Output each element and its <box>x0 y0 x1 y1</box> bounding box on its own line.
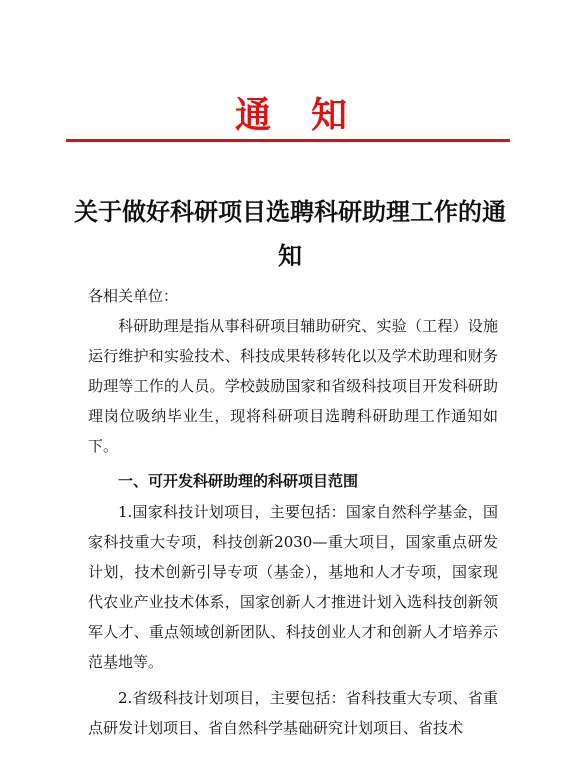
red-divider-line <box>66 139 510 142</box>
section-heading-1: 一、可开发科研助理的科研项目范围 <box>118 472 359 490</box>
list-item-2: 2.省级科技计划项目，主要包括：省科技重大专项、省重点研发计划项目、省自然科学基础研究计划项目、省技术 <box>88 689 498 737</box>
salutation: 各相关单位： <box>88 287 179 305</box>
intro-paragraph: 科研助理是指从事科研项目辅助研究、实验（工程）设施运行维护和实验技术、科技成果转移转化以及学术助理和财务助理等工作的人员。学校鼓励国家和省级科技项目开发科研助理岗位吸纳毕业生，现将科研项目选聘科研助理工作通知如下。 <box>88 317 498 455</box>
list-item-1: 1.国家科技计划项目，主要包括：国家自然科学基金，国家科技重大专项，科技创新2030—重大项目，国家重点研发计划，技术创新引导专项（基金），基地和人才专项，国家现代农业产业技术体系，国家创新人才推进计划入选科技创新领军人才、重点领域创新团队、科技创业人才和创新人才培养示范基地等。 <box>88 503 498 671</box>
notice-header-title: 通知 <box>234 95 387 136</box>
document-title: 关于做好科研项目选聘科研助理工作的通知 <box>74 197 506 270</box>
